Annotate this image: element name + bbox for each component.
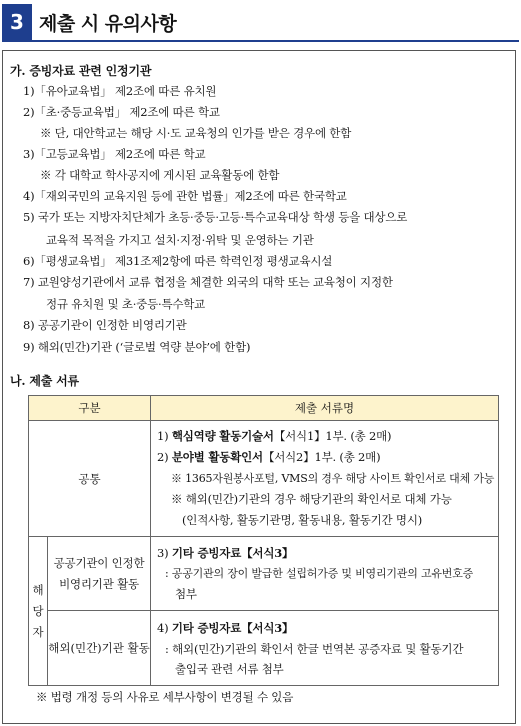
item-detail: 【서식2】1부. (총 2매) — [262, 450, 381, 464]
row-label-public — [48, 537, 151, 611]
row-content-common — [151, 421, 499, 537]
list-item-continuation: 정규 유치원 및 초·중등·특수학교 — [46, 297, 206, 311]
desc-line: 첨부 — [175, 587, 197, 601]
item-title-bold: 기타 증빙자료【서식3】 — [171, 620, 294, 635]
row-content-overseas — [151, 611, 499, 686]
table-row — [29, 611, 499, 686]
list-item: 5) 국가 또는 지방자치단체가 초등·중등·고등·특수교육대상 학생 등을 대상으로 — [23, 210, 408, 224]
note-line: ※ 해외(민간)기관의 경우 해당기관의 확인서로 대체 가능 — [171, 492, 452, 506]
row-label-overseas: 해외(민간)기관 활동 — [48, 611, 151, 686]
documents-table — [28, 395, 499, 686]
list-item: 1)「유아교육법」 제2조에 따른 유치원 — [23, 84, 217, 98]
item-title-bold: 기타 증빙자료【서식3】 — [171, 546, 294, 560]
section-title: 제출 시 유의사항 — [39, 12, 177, 35]
list-item: 9) 해외(민간)기관 (‘글로벌 역량 분야’에 한함) — [23, 340, 251, 354]
group-label-char: 자 — [32, 624, 44, 639]
section-ga-title: 가. 증빙자료 관련 인정기관 — [10, 64, 152, 78]
list-item-note: ※ 각 대학교 학사공지에 게시된 교육활동에 한함 — [40, 168, 280, 182]
section-number: 3 — [2, 4, 32, 40]
column-header-documents: 제출 서류명 — [151, 396, 499, 421]
item-number: 2) — [157, 450, 172, 464]
table-header-row — [29, 396, 499, 421]
desc-line: : 해외(민간)기관의 확인서 한글 번역본 공증자료 및 활동기간 — [165, 641, 464, 656]
list-item: 7) 교원양성기관에서 교류 협정을 체결한 외국의 대학 또는 교육청이 지정한 — [23, 275, 393, 289]
list-item: 4)「재외국민의 교육지원 등에 관한 법률」제2조에 따른 한국학교 — [23, 189, 347, 203]
row-label-common: 공통 — [29, 421, 151, 537]
list-item: 8) 공공기관이 인정한 비영리기관 — [23, 318, 187, 332]
table-row — [29, 537, 499, 611]
item-number: 3) — [157, 546, 172, 560]
section-na-title: 나. 제출 서류 — [10, 374, 79, 388]
table-row — [29, 421, 499, 537]
footnote: ※ 법령 개정 등의 사유로 세부사항이 변경될 수 있음 — [36, 690, 294, 704]
item-title-bold: 분야별 활동확인서 — [171, 450, 263, 464]
group-label-char: 해 — [32, 582, 44, 597]
row-label-line: 공공기관이 인정한 — [53, 555, 145, 570]
list-item: 2)「초·중등교육법」 제2조에 따른 학교 — [23, 105, 220, 119]
list-item: 3)「고등교육법」 제2조에 따른 학교 — [23, 147, 206, 161]
item-title-bold: 핵심역량 활동기술서 — [171, 429, 274, 443]
list-item: 6)「평생교육법」 제31조제2항에 따른 학력인정 평생교육시설 — [23, 254, 333, 268]
list-item-continuation: 교육적 목적을 가지고 설치·지정·위탁 및 운영하는 기관 — [46, 233, 314, 247]
note-line: (인적사항, 활동기관명, 활동내용, 활동기간 명시) — [182, 513, 423, 527]
item-number: 4) — [157, 620, 172, 635]
group-label-char: 당 — [32, 603, 44, 618]
group-label — [29, 537, 48, 686]
item-detail: 【서식1】1부. (총 2매) — [273, 429, 392, 443]
section-header — [2, 4, 519, 42]
column-header-category: 구분 — [29, 396, 151, 421]
desc-line: : 공공기관의 장이 발급한 설립허가증 및 비영리기관의 고유번호증 — [165, 567, 474, 580]
item-number: 1) — [157, 429, 172, 443]
desc-line: 출입국 관련 서류 첨부 — [175, 661, 284, 676]
row-content-public — [151, 537, 499, 611]
list-item-note: ※ 단, 대안학교는 해당 시·도 교육청의 인가를 받은 경우에 한함 — [40, 126, 352, 140]
note-line: ※ 1365자원봉사포털, VMS의 경우 해당 사이트 확인서로 대체 가능 — [171, 472, 495, 485]
row-label-line: 비영리기관 활동 — [59, 576, 139, 591]
